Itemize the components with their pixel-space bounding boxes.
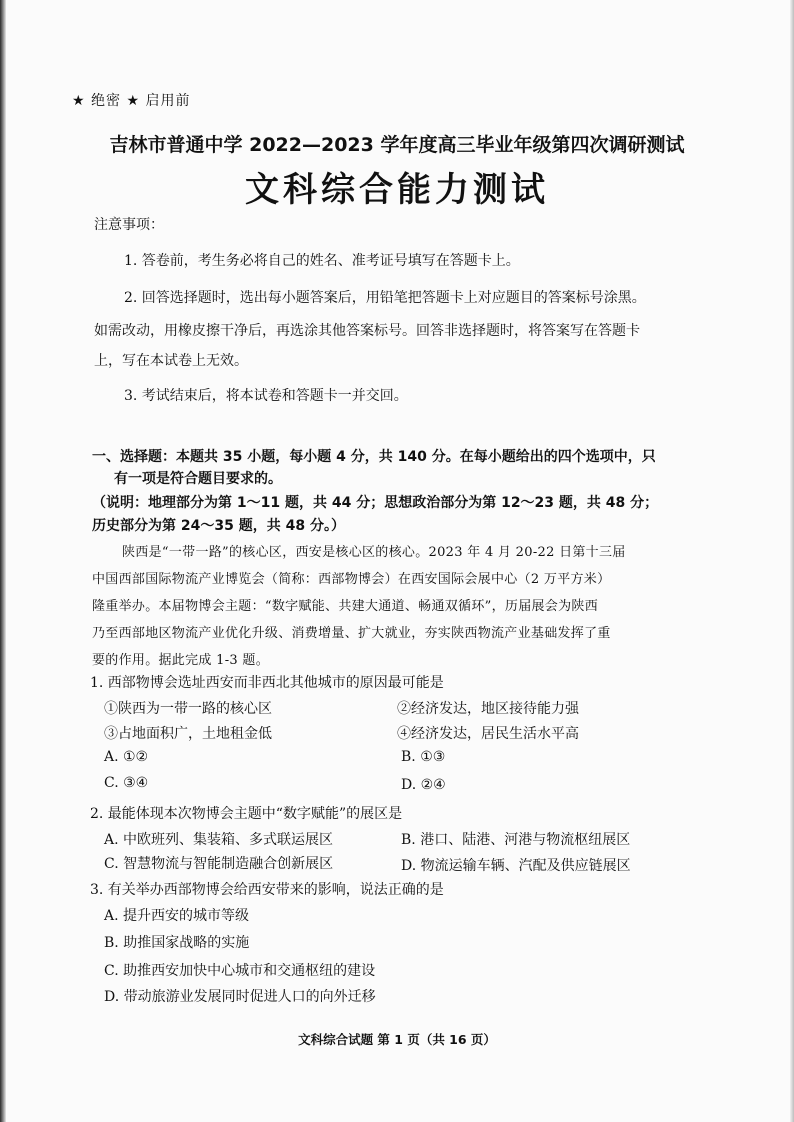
question-1-option-b: B. ①③ [401, 749, 446, 765]
section-note-line-2: 历史部分为第 24～35 题，共 48 分。） [92, 518, 345, 534]
exam-title: 文科综合能力测试 [245, 170, 549, 210]
question-2-option-c: C. 智慧物流与智能制造融合创新展区 [104, 856, 334, 872]
confidential-mark: ★ 绝密 ★ 启用前 [72, 93, 191, 109]
passage-line-4: 乃至西部地区物流产业优化升级、消费增量、扩大就业，夯实陕西物流产业基础发挥了重 [92, 626, 611, 641]
question-1-option-d: D. ②④ [401, 777, 446, 793]
passage-line-1: 陕西是“一带一路”的核心区，西安是核心区的核心。2023 年 4 月 20-22 日第十三届 [122, 545, 626, 560]
notes-heading: 注意事项： [94, 217, 164, 233]
notes-item-2-line-3: 上，写在本试卷上无效。 [94, 353, 248, 369]
page-footer: 文科综合试题 第 1 页（共 16 页） [298, 1032, 496, 1047]
question-2-option-d: D. 物流运输车辆、汽配及供应链展区 [401, 858, 631, 874]
question-1-statement-2: ②经济发达，地区接待能力强 [397, 701, 579, 717]
exam-subtitle: 吉林市普通中学 2022—2023 学年度高三毕业年级第四次调研测试 [109, 134, 685, 156]
section-heading-line-1: 一、选择题：本题共 35 小题，每小题 4 分，共 140 分。在每小题给出的四个选项中，只 [92, 449, 656, 465]
question-2-option-b: B. 港口、陆港、河港与物流枢纽展区 [401, 832, 631, 848]
question-2-option-a: A. 中欧班列、集装箱、多式联运展区 [104, 832, 334, 848]
section-note-line-1: （说明：地理部分为第 1～11 题，共 44 分；思想政治部分为第 12～23 题，共 48 分； [92, 495, 659, 511]
question-3-option-b: B. 助推国家战略的实施 [104, 935, 250, 951]
section-heading-line-2: 有一项是符合题目要求的。 [114, 471, 282, 487]
question-3-option-a: A. 提升西安的城市等级 [104, 908, 250, 924]
passage-line-2: 中国西部国际物流产业博览会（简称：西部物博会）在西安国际会展中心（2 万平方米） [92, 572, 611, 587]
passage-line-3: 隆重举办。本届物博会主题：“数字赋能、共建大通道、畅通双循环”，历届展会为陕西 [92, 599, 598, 614]
question-1-statement-4: ④经济发达，居民生活水平高 [397, 726, 579, 742]
question-3-option-d: D. 带动旅游业发展同时促进人口的向外迁移 [104, 989, 376, 1005]
notes-item-2-line-2: 如需改动，用橡皮擦干净后，再选涂其他答案标号。回答非选择题时，将答案写在答题卡 [94, 323, 640, 339]
notes-item-3: 3. 考试结束后，将本试卷和答题卡一并交回。 [124, 388, 408, 404]
question-3-stem: 3. 有关举办西部物博会给西安带来的影响，说法正确的是 [90, 882, 444, 898]
question-1-statement-1: ①陕西为一带一路的核心区 [104, 701, 272, 717]
question-1-statement-3: ③占地面积广，土地租金低 [104, 726, 272, 742]
question-3-option-c: C. 助推西安加快中心城市和交通枢纽的建设 [104, 963, 376, 979]
notes-item-1: 1. 答卷前，考生务必将自己的姓名、准考证号填写在答题卡上。 [124, 253, 520, 269]
question-1-option-a: A. ①② [104, 749, 149, 765]
question-2-stem: 2. 最能体现本次物博会主题中“数字赋能”的展区是 [90, 806, 403, 822]
question-1-option-c: C. ③④ [104, 775, 149, 791]
question-1-stem: 1. 西部物博会选址西安而非西北其他城市的原因最可能是 [90, 675, 444, 691]
notes-item-2-line-1: 2. 回答选择题时，选出每小题答案后，用铅笔把答题卡上对应题目的答案标号涂黑。 [124, 290, 646, 306]
passage-line-5: 要的作用。据此完成 1-3 题。 [92, 653, 269, 668]
